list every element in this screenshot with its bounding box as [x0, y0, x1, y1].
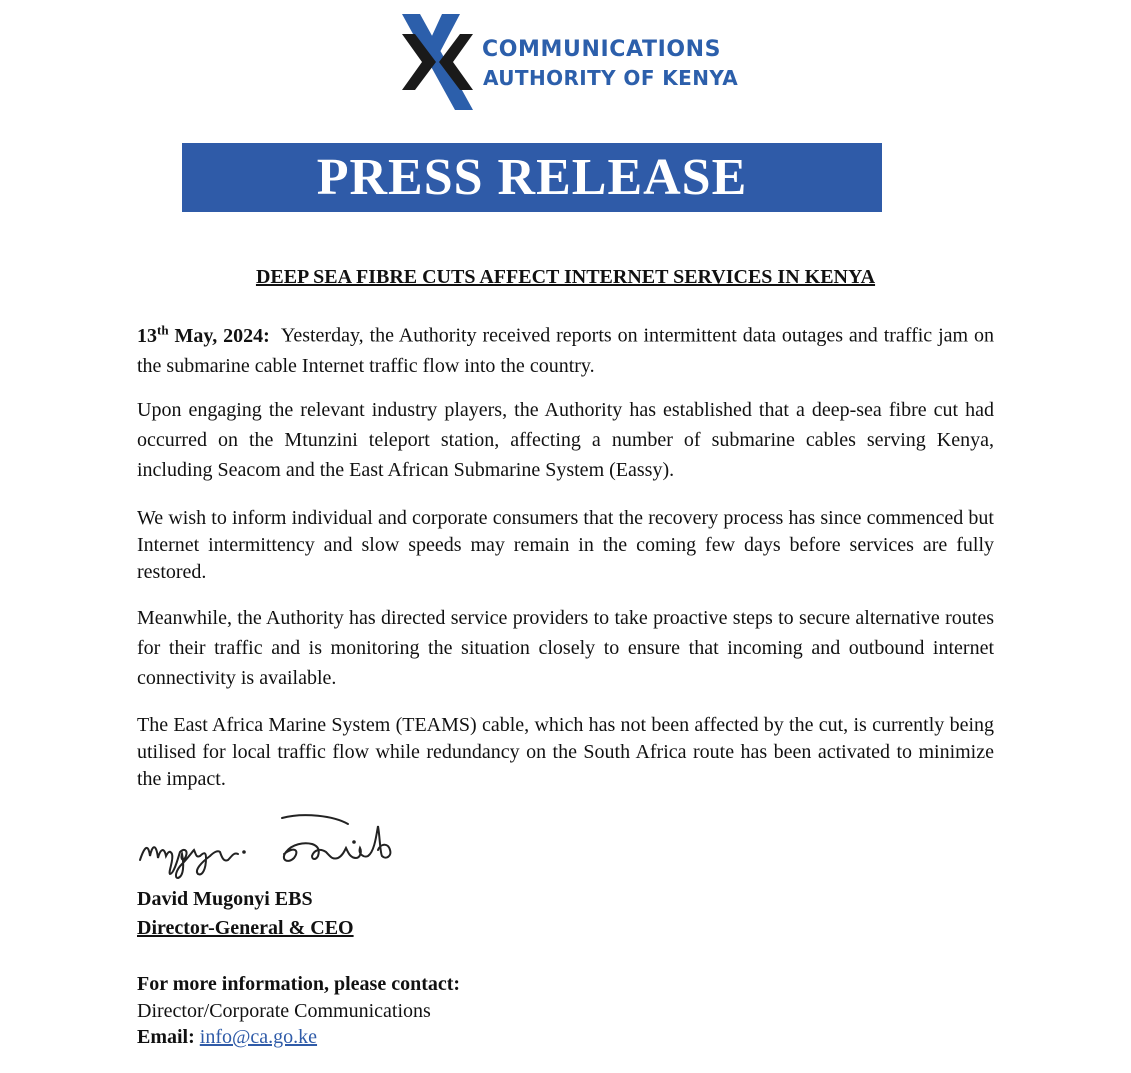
signer-title: Director-General & CEO — [137, 917, 354, 939]
handwritten-signature — [134, 812, 409, 884]
signer-name: David Mugonyi EBS — [137, 888, 313, 910]
logo-line-2: AUTHORITY OF KENYA — [483, 66, 739, 90]
ca-kenya-logo-mark-icon — [400, 12, 475, 112]
paragraph-5: The East Africa Marine System (TEAMS) cable, which has not been affected by the cut, is currently being utilised for local traffic flow while redundancy on the South Africa route has been activated to minimize the impact. — [137, 714, 994, 790]
email-label: Email: — [137, 1026, 195, 1048]
contact-department: Director/Corporate Communications — [137, 1000, 431, 1022]
ca-kenya-logo — [400, 12, 740, 114]
paragraph-4: Meanwhile, the Authority has directed service providers to take proactive steps to secure alternative routes for their traffic and is monitoring the situation closely to ensure that incoming and outbound internet connectivity is available. — [137, 607, 994, 689]
contact-email-line — [137, 1024, 317, 1050]
email-link[interactable]: info@ca.go.ke — [199, 1026, 318, 1048]
contact-heading: For more information, please contact: — [137, 973, 461, 995]
logo-text — [482, 36, 738, 92]
date-rest: May, 2024: — [168, 324, 270, 347]
logo-line-1: COMMUNICATIONS — [482, 37, 722, 62]
banner-title: PRESS RELEASE — [316, 149, 748, 206]
paragraph-3: We wish to inform individual and corporate consumers that the recovery process has since commenced but Internet intermittency and slow speeds may remain in the coming few days before services are fully restored. — [137, 507, 994, 583]
paragraph-1 — [137, 315, 994, 381]
date-day: 13 — [137, 324, 157, 347]
headline: DEEP SEA FIBRE CUTS AFFECT INTERNET SERVICES IN KENYA — [255, 266, 876, 288]
paragraph-2: Upon engaging the relevant industry players, the Authority has established that a deep-sea fibre cut had occurred on the Mtunzini teleport station, affecting a number of submarine cables serving Kenya, including Seacom and the East African Submarine System (Eassy). — [137, 399, 994, 481]
press-release-banner — [182, 143, 882, 212]
date-suffix: th — [157, 322, 169, 337]
paragraph-1-text: Yesterday, the Authority received reports on intermittent data outages and traffic jam on the submarine cable Internet traffic flow into the country. — [137, 324, 994, 377]
release-date — [137, 322, 270, 347]
